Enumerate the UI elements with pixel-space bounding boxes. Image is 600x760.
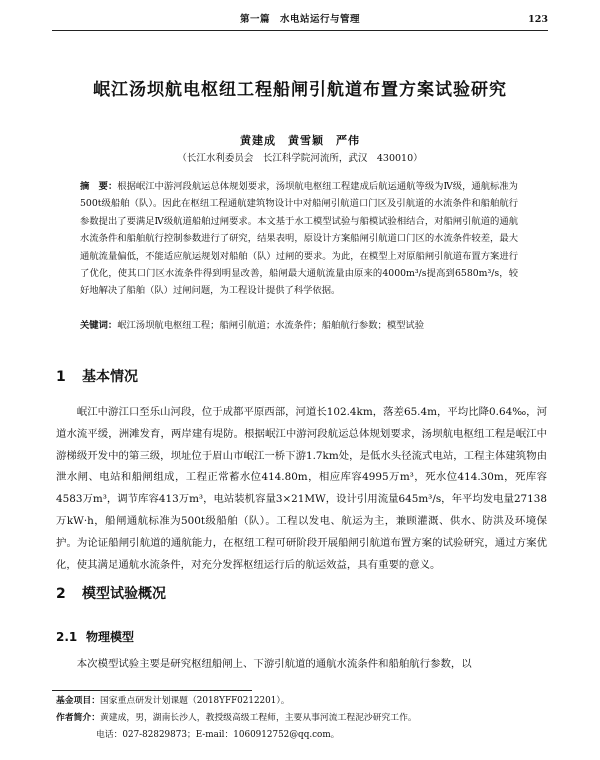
fund-text: 国家重点研发计划课题（2018YFF0212201）。 — [100, 696, 290, 706]
keywords — [80, 319, 518, 333]
abstract-text: 根据岷江中游河段航运总体规划要求，汤坝航电枢纽工程建成后航运通航等级为Ⅳ级，通航标准为500t级船舶（队）。因此在枢纽工程通航建筑物设计中对船闸引航道口门区及引航道的水流条件和船舶航行参数提出了要满足Ⅳ级航道船舶过闸要求。本文基于水工模型试验与船模试验相结合，对船闸引航道的通航水流条件和船舶航行控制参数进行了研究，结果表明，原设计方案船闸引航道口门区的水流条件较差，最大通航流量偏低，不能适应航运规划对船舶（队）过闸的要求。为此，在模型上对原船闸引航道布置方案进行了优化，使其口门区水流条件得到明显改善，船闸最大通航流量由原来的4000m³/s提高到6580m³/s，较好地解决了船舶（队）过闸问题，为工程设计提供了科学依据。 — [80, 181, 518, 297]
page-number: 123 — [528, 14, 548, 25]
footnote-author — [56, 710, 547, 726]
paper-title: 岷江汤坝航电枢纽工程船闸引航道布置方案试验研究 — [93, 80, 507, 100]
author-text: 黄建成，男，湖南长沙人，教授级高级工程师，主要从事河流工程泥沙研究工作。 — [100, 713, 417, 723]
running-header — [52, 12, 548, 28]
paper-affiliation: （长江水利委员会 长江科学院河流所，武汉 430010） — [177, 153, 423, 164]
keywords-label: 关键词： — [80, 320, 118, 331]
subsection-title: 物理模型 — [86, 630, 135, 644]
footnote-fund — [56, 693, 547, 709]
abstract-label: 摘 要： — [80, 181, 118, 192]
section-title: 基本情况 — [82, 369, 138, 385]
footnote-rule — [52, 690, 252, 691]
keywords-text: 岷江汤坝航电枢纽工程；船闸引航道；水流条件；船舶航行参数；模型试验 — [117, 320, 425, 331]
header-rule — [52, 30, 548, 31]
section-heading-1 — [56, 366, 138, 386]
section-title: 模型试验概况 — [82, 586, 166, 602]
section-1-paragraph: 岷江中游江口至乐山河段，位于成都平原西部，河道长102.4km，落差65.4m，平均比降0.64‰，河道水流平缓，洲滩发育，两岸建有堤防。根据岷江中游河段航运总体规划要求，汤坝航电枢纽工程是岷江中游梯级开发中的第三级，坝址位于眉山市岷江一桥下游1.7km处，是低水头径流式电站，工程主体建筑物由泄水闸、电站和船闸组成，工程正常蓄水位414.80m，相应库容4995万m³，死水位414.30m，死库容4583万m³，调节库容413万m³，电站装机容量3×21MW，设计引用流量645m³/s，年平均发电量27138万kW·h，船闸通航标准为500t级船舶（队）。工程以发电、航运为主，兼顾灌溉、供水、防洪及环境保护。为论证船闸引航道的通航能力，在枢纽工程可研阶段开展船闸引航道布置方案的试验研究，通过方案优化，使其满足通航水流条件，对充分发挥枢纽运行后的航运效益，具有重要的意义。 — [56, 406, 547, 571]
author-label: 作者简介： — [56, 713, 100, 723]
footnote-contact: 电话：027-82829873；E-mail：1060912752@qq.com。 — [96, 730, 340, 740]
section-heading-2 — [56, 583, 166, 603]
paper-authors: 黄建成 黄雪颖 严伟 — [240, 134, 360, 147]
header-section-title: 第一篇 水电站运行与管理 — [239, 14, 360, 25]
abstract — [80, 178, 518, 300]
section-number: 1 — [56, 369, 66, 385]
section-number: 2 — [56, 586, 66, 602]
subsection-heading — [56, 628, 134, 645]
subsection-number: 2.1 — [56, 630, 78, 644]
subsection-paragraph: 本次模型试验主要是研究枢纽船闸上、下游引航道的通航水流条件和船舶航行参数，以 — [76, 658, 472, 670]
fund-label: 基金项目： — [56, 696, 100, 706]
